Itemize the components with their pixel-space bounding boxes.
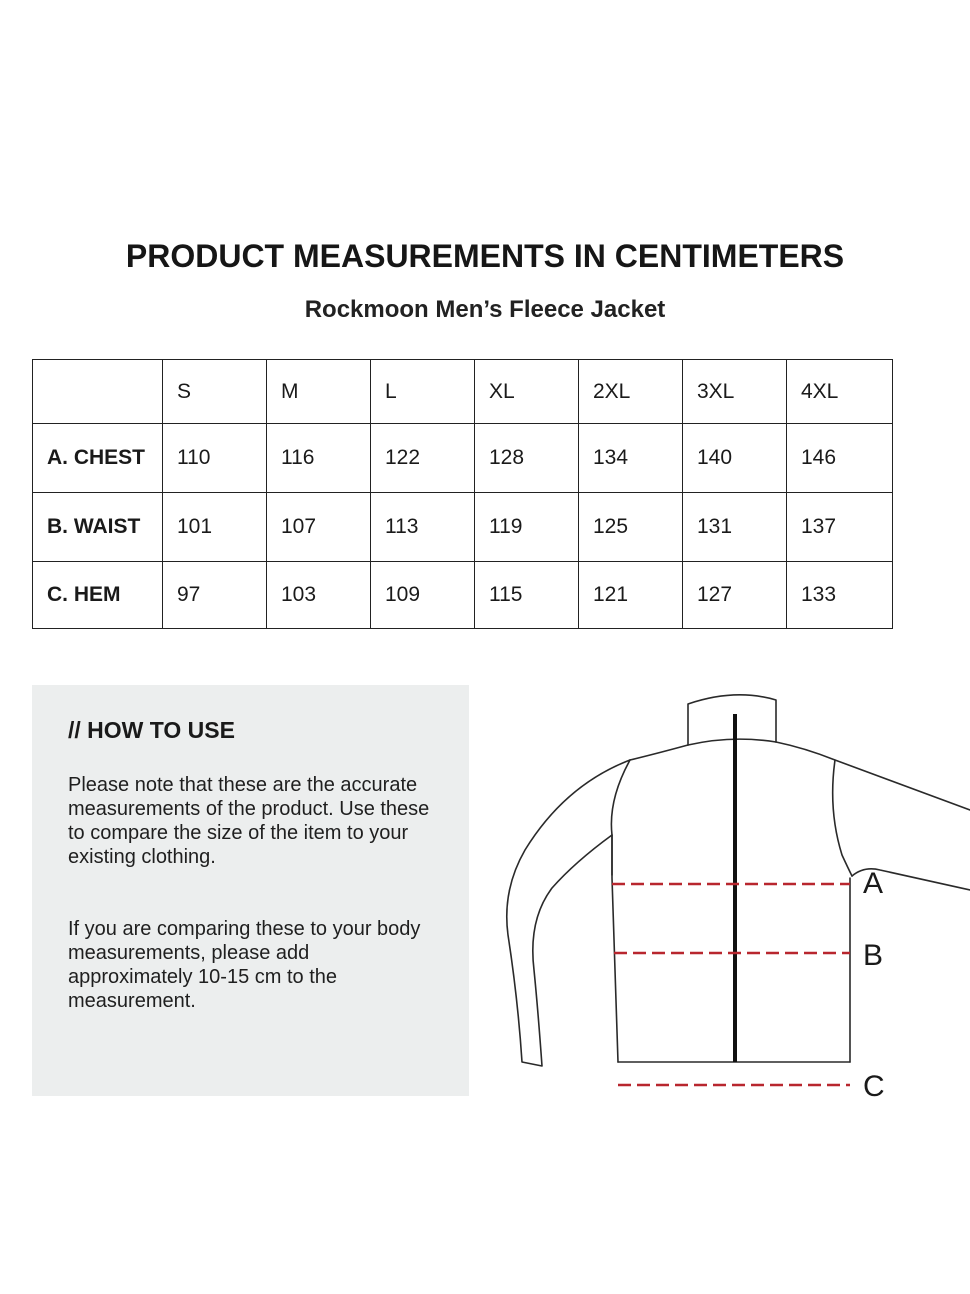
- how-to-use-heading: // HOW TO USE: [68, 717, 235, 743]
- table-cell: 134: [579, 424, 683, 493]
- row-label: C. HEM: [33, 562, 163, 629]
- table-row: [33, 562, 893, 629]
- collar-outline: [688, 695, 776, 745]
- table-cell: 137: [787, 493, 893, 562]
- table-header-cell: XL: [475, 360, 579, 424]
- table-header-cell: 2XL: [579, 360, 683, 424]
- size-table: [32, 359, 893, 629]
- table-cell: 146: [787, 424, 893, 493]
- table-cell: 119: [475, 493, 579, 562]
- right-shoulder-outline: [776, 742, 970, 810]
- how-to-use-paragraph: Please note that these are the accurate measurements of the product. Use these to compare the size of the item to your existing clothing.: [68, 774, 430, 868]
- table-cell: 131: [683, 493, 787, 562]
- collar-seam: [688, 739, 776, 745]
- jacket-outline: [507, 695, 970, 1066]
- table-cell: 103: [267, 562, 371, 629]
- table-cell: 121: [579, 562, 683, 629]
- table-cell: 110: [163, 424, 267, 493]
- table-cell: 128: [475, 424, 579, 493]
- body-left-side: [612, 835, 618, 1062]
- table-cell: 133: [787, 562, 893, 629]
- row-label: B. WAIST: [33, 493, 163, 562]
- table-cell: 140: [683, 424, 787, 493]
- table-cell: 97: [163, 562, 267, 629]
- label-a: A: [863, 867, 884, 900]
- left-sleeve-outline: [507, 760, 630, 1066]
- left-shoulder-outline: [630, 745, 688, 760]
- table-cell: 101: [163, 493, 267, 562]
- table-cell: 125: [579, 493, 683, 562]
- page-title: PRODUCT MEASUREMENTS IN CENTIMETERS: [125, 238, 845, 274]
- table-row: [33, 424, 893, 493]
- table-row: [33, 493, 893, 562]
- how-to-use-panel: [32, 685, 469, 1096]
- table-header-cell: M: [267, 360, 371, 424]
- table-cell: 127: [683, 562, 787, 629]
- table-header-cell: S: [163, 360, 267, 424]
- table-cell: 107: [267, 493, 371, 562]
- product-name: Rockmoon Men’s Fleece Jacket: [304, 296, 666, 323]
- left-armhole-seam: [611, 760, 630, 875]
- table-cell: 116: [267, 424, 371, 493]
- table-cell: 115: [475, 562, 579, 629]
- table-header-row: [33, 360, 893, 424]
- table-cell: 113: [371, 493, 475, 562]
- table-header-cell: 3XL: [683, 360, 787, 424]
- right-armhole-seam: [833, 760, 852, 876]
- how-to-use-paragraph: If you are comparing these to your body measurements, please add approximately 10-15 cm to the measurement.: [68, 918, 421, 1012]
- table-header-cell: 4XL: [787, 360, 893, 424]
- table-header-cell: L: [371, 360, 475, 424]
- label-b: B: [863, 939, 884, 972]
- jacket-diagram: [480, 680, 970, 1120]
- table-cell: 122: [371, 424, 475, 493]
- row-label: A. CHEST: [33, 424, 163, 493]
- table-header-cell: [33, 360, 163, 424]
- label-c: C: [863, 1070, 885, 1103]
- table-cell: 109: [371, 562, 475, 629]
